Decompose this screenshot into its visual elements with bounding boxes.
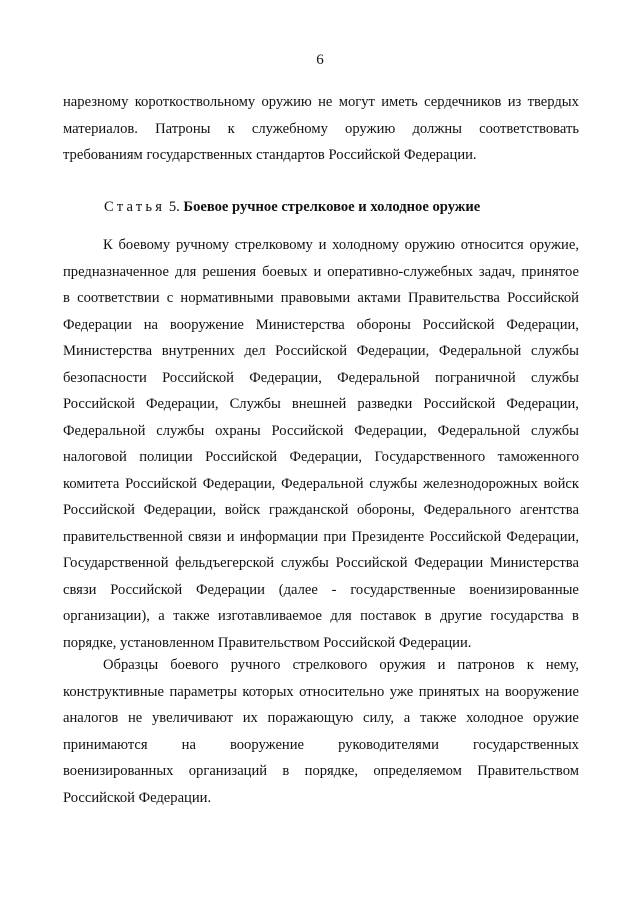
word: а	[158, 608, 165, 624]
word: поставок	[360, 608, 417, 624]
word: твердых	[527, 94, 579, 110]
word: правовыми	[280, 290, 351, 306]
word: нему,	[545, 657, 579, 673]
word: обороны,	[357, 502, 415, 518]
continuation-paragraph	[63, 89, 579, 169]
text-line	[63, 679, 579, 706]
word: -	[331, 581, 337, 598]
word: Российской	[271, 422, 344, 439]
word: охраны	[215, 422, 261, 439]
word: боевому	[118, 237, 171, 253]
word: оперативно-служебных	[327, 263, 473, 280]
word: холодное	[466, 710, 524, 726]
word: и	[437, 657, 446, 673]
word: Федерации,	[249, 369, 322, 386]
text-line	[63, 732, 579, 759]
word: Федерации,	[143, 502, 217, 518]
word: Федерации,	[356, 343, 430, 359]
word: должны	[412, 120, 462, 137]
word: Министерства	[489, 555, 579, 571]
word: Федерации	[414, 555, 484, 571]
word: обороны	[356, 316, 411, 333]
word: Федеральной	[437, 422, 521, 439]
word: стрелковому	[234, 237, 313, 253]
text-line	[63, 312, 579, 339]
word: Государственной	[63, 555, 169, 571]
word: не	[318, 94, 333, 110]
word: относится	[460, 237, 524, 253]
text-line	[63, 444, 579, 471]
word: вооружение	[229, 736, 305, 753]
article-title: Боевое ручное стрелковое и холодное оружие	[183, 199, 481, 215]
word: стрелкового	[292, 657, 368, 673]
word: полиции	[139, 449, 193, 465]
word: Российской	[162, 369, 234, 386]
word: Федеральной	[438, 343, 522, 359]
word: принятое	[521, 263, 579, 280]
text-line	[63, 391, 579, 418]
word: аналогов	[63, 710, 119, 726]
word: их	[242, 710, 258, 726]
word: Федерации,	[506, 396, 579, 412]
word: Федеральной	[63, 422, 146, 439]
text-line: порядке, установленном Правительством Российской Федерации.	[63, 634, 472, 651]
word: параметры	[169, 683, 237, 700]
word: Федерального	[423, 502, 512, 518]
word: Российской	[125, 475, 197, 492]
word: (далее	[278, 581, 318, 598]
word: силу,	[363, 710, 395, 726]
word: Федеральной	[281, 475, 364, 492]
word: службы	[530, 343, 579, 359]
word: связи	[188, 528, 222, 545]
word: Министерства	[255, 316, 345, 333]
word: вооружение	[504, 683, 579, 700]
word: также	[419, 710, 457, 726]
word: внешней	[291, 396, 347, 412]
word: службы	[530, 422, 579, 439]
word: изготавливаемое	[217, 608, 322, 624]
text-line	[63, 365, 579, 392]
word: могут	[338, 94, 375, 110]
word: в	[571, 608, 579, 624]
word: пограничной	[434, 369, 516, 386]
text-line	[63, 705, 579, 732]
text-line	[63, 603, 579, 630]
text-line	[63, 285, 579, 312]
word: Образцы	[103, 657, 159, 673]
word: Российской	[63, 502, 135, 518]
word: оружию	[345, 120, 396, 137]
word: для	[330, 608, 352, 624]
word: которых	[242, 683, 294, 700]
word: Российской	[423, 396, 496, 412]
word: Федерации	[63, 316, 132, 333]
word: на	[485, 683, 500, 700]
word: войск	[224, 502, 261, 518]
word: на	[181, 736, 196, 753]
word: с	[166, 290, 174, 306]
article-label: Статья	[104, 199, 166, 215]
word: при	[323, 528, 347, 545]
word: войск	[543, 475, 579, 492]
text-line	[63, 338, 579, 365]
text-line	[63, 471, 579, 498]
word: руководителями	[338, 736, 439, 753]
word: предназначенное	[63, 263, 169, 280]
text-line	[63, 418, 579, 445]
word: также	[173, 608, 210, 624]
word: оружию	[261, 94, 312, 110]
word: увеличивают	[151, 710, 234, 726]
word: правительственной	[63, 528, 183, 545]
word: Российской	[110, 581, 183, 598]
word: Российской	[63, 396, 135, 412]
article-paragraph-2	[63, 652, 579, 811]
word: оружие	[533, 710, 579, 726]
word: службы	[530, 369, 579, 386]
word: ручного	[230, 657, 281, 673]
word: относительно	[299, 683, 385, 700]
word: Российской	[275, 343, 348, 359]
word: боевых	[262, 263, 308, 280]
word: Федерации,	[145, 396, 219, 412]
word: государственных	[472, 736, 579, 753]
word: актами	[357, 290, 401, 306]
word: на	[143, 316, 159, 333]
word: связи	[63, 581, 97, 598]
word: к	[227, 120, 235, 137]
word: Федерации,	[506, 316, 579, 333]
word: гражданской	[268, 502, 349, 518]
word: организаций	[188, 763, 268, 779]
word: нормативными	[180, 290, 274, 306]
word: задач,	[478, 263, 516, 280]
word: военизированных	[63, 763, 174, 779]
word: сердечников	[424, 94, 502, 110]
word: в	[282, 763, 290, 779]
word: нарезному	[63, 94, 129, 110]
text-line: требованиям государственных стандартов Российской Федерации.	[63, 147, 477, 163]
word: Федеральной	[337, 369, 420, 386]
word: службы	[280, 555, 329, 571]
word: принятых	[418, 683, 480, 700]
text-line	[63, 259, 579, 286]
word: и	[226, 528, 235, 545]
word: Федерации,	[506, 528, 579, 545]
article-number: 5.	[168, 199, 180, 215]
word: оружие,	[529, 237, 579, 253]
word: Правительством	[477, 763, 579, 779]
word: комитета	[63, 475, 120, 492]
word: холодному	[332, 237, 399, 253]
word: поражающую	[267, 710, 354, 726]
text-line	[63, 89, 579, 116]
word: Патроны	[155, 120, 211, 137]
text-line	[63, 758, 579, 785]
word: уже	[389, 683, 414, 700]
word: оружию	[404, 237, 455, 253]
text-line	[63, 497, 579, 524]
word: Министерства	[63, 343, 153, 359]
page-number: 6	[316, 52, 324, 68]
word: разведки	[357, 396, 413, 412]
text-line: Российской Федерации.	[63, 789, 212, 806]
word: и	[313, 263, 322, 280]
word: информации	[239, 528, 319, 545]
word: короткоствольному	[134, 94, 256, 110]
word: Федерации	[195, 581, 265, 598]
word: Федерации,	[202, 475, 276, 492]
word: железнодорожных	[423, 475, 538, 492]
word: Службы	[229, 396, 281, 412]
word: внутренних	[161, 343, 235, 359]
word: иметь	[381, 94, 418, 110]
word: решения	[202, 263, 257, 280]
word: агентства	[519, 502, 579, 518]
word: Федерации,	[289, 449, 363, 465]
word: Российской	[422, 316, 495, 333]
word: принимаются	[63, 736, 148, 753]
word: Правительства	[408, 290, 500, 306]
text-line	[63, 652, 579, 679]
word: из	[507, 94, 522, 110]
text-line	[63, 577, 579, 604]
word: вооружение	[169, 316, 244, 333]
article-heading	[104, 196, 480, 218]
word: фельдъегерской	[175, 555, 275, 571]
word: Государственного	[374, 449, 486, 465]
text-line	[63, 116, 579, 143]
word: организации),	[63, 608, 150, 624]
word: службы	[156, 422, 205, 439]
word: Российской	[205, 449, 278, 465]
word: ручному	[175, 237, 230, 253]
word: военизированные	[469, 581, 579, 598]
word: Президенте	[351, 528, 425, 545]
word: Федерации,	[354, 422, 427, 439]
word: К	[103, 237, 113, 253]
word: патронов	[457, 657, 515, 673]
word: Российской	[335, 555, 408, 571]
word: службы	[369, 475, 418, 492]
word: государственные	[350, 581, 456, 598]
article-paragraph-1	[63, 232, 579, 656]
word: государства	[490, 608, 564, 624]
word: соответствовать	[479, 120, 579, 137]
word: в	[424, 608, 432, 624]
word: и	[318, 237, 327, 253]
word: соответствии	[77, 290, 160, 306]
word: дел	[244, 343, 266, 359]
word: Российской	[507, 290, 579, 306]
word: безопасности	[63, 369, 147, 386]
word: для	[174, 263, 197, 280]
word: другие	[439, 608, 483, 624]
word: а	[403, 710, 411, 726]
text-line	[63, 550, 579, 577]
word: служебному	[251, 120, 328, 137]
word: не	[127, 710, 143, 726]
word: в	[63, 290, 70, 306]
word: порядке,	[304, 763, 359, 779]
text-line	[63, 232, 579, 259]
word: налоговой	[63, 449, 127, 465]
word: оружия	[379, 657, 426, 673]
word: таможенного	[497, 449, 579, 465]
word: материалов.	[63, 120, 138, 137]
word: к	[526, 657, 534, 673]
word: конструктивные	[63, 683, 164, 700]
word: определяемом	[373, 763, 462, 779]
text-line	[63, 524, 579, 551]
word: Российской	[429, 528, 502, 545]
word: боевого	[170, 657, 219, 673]
